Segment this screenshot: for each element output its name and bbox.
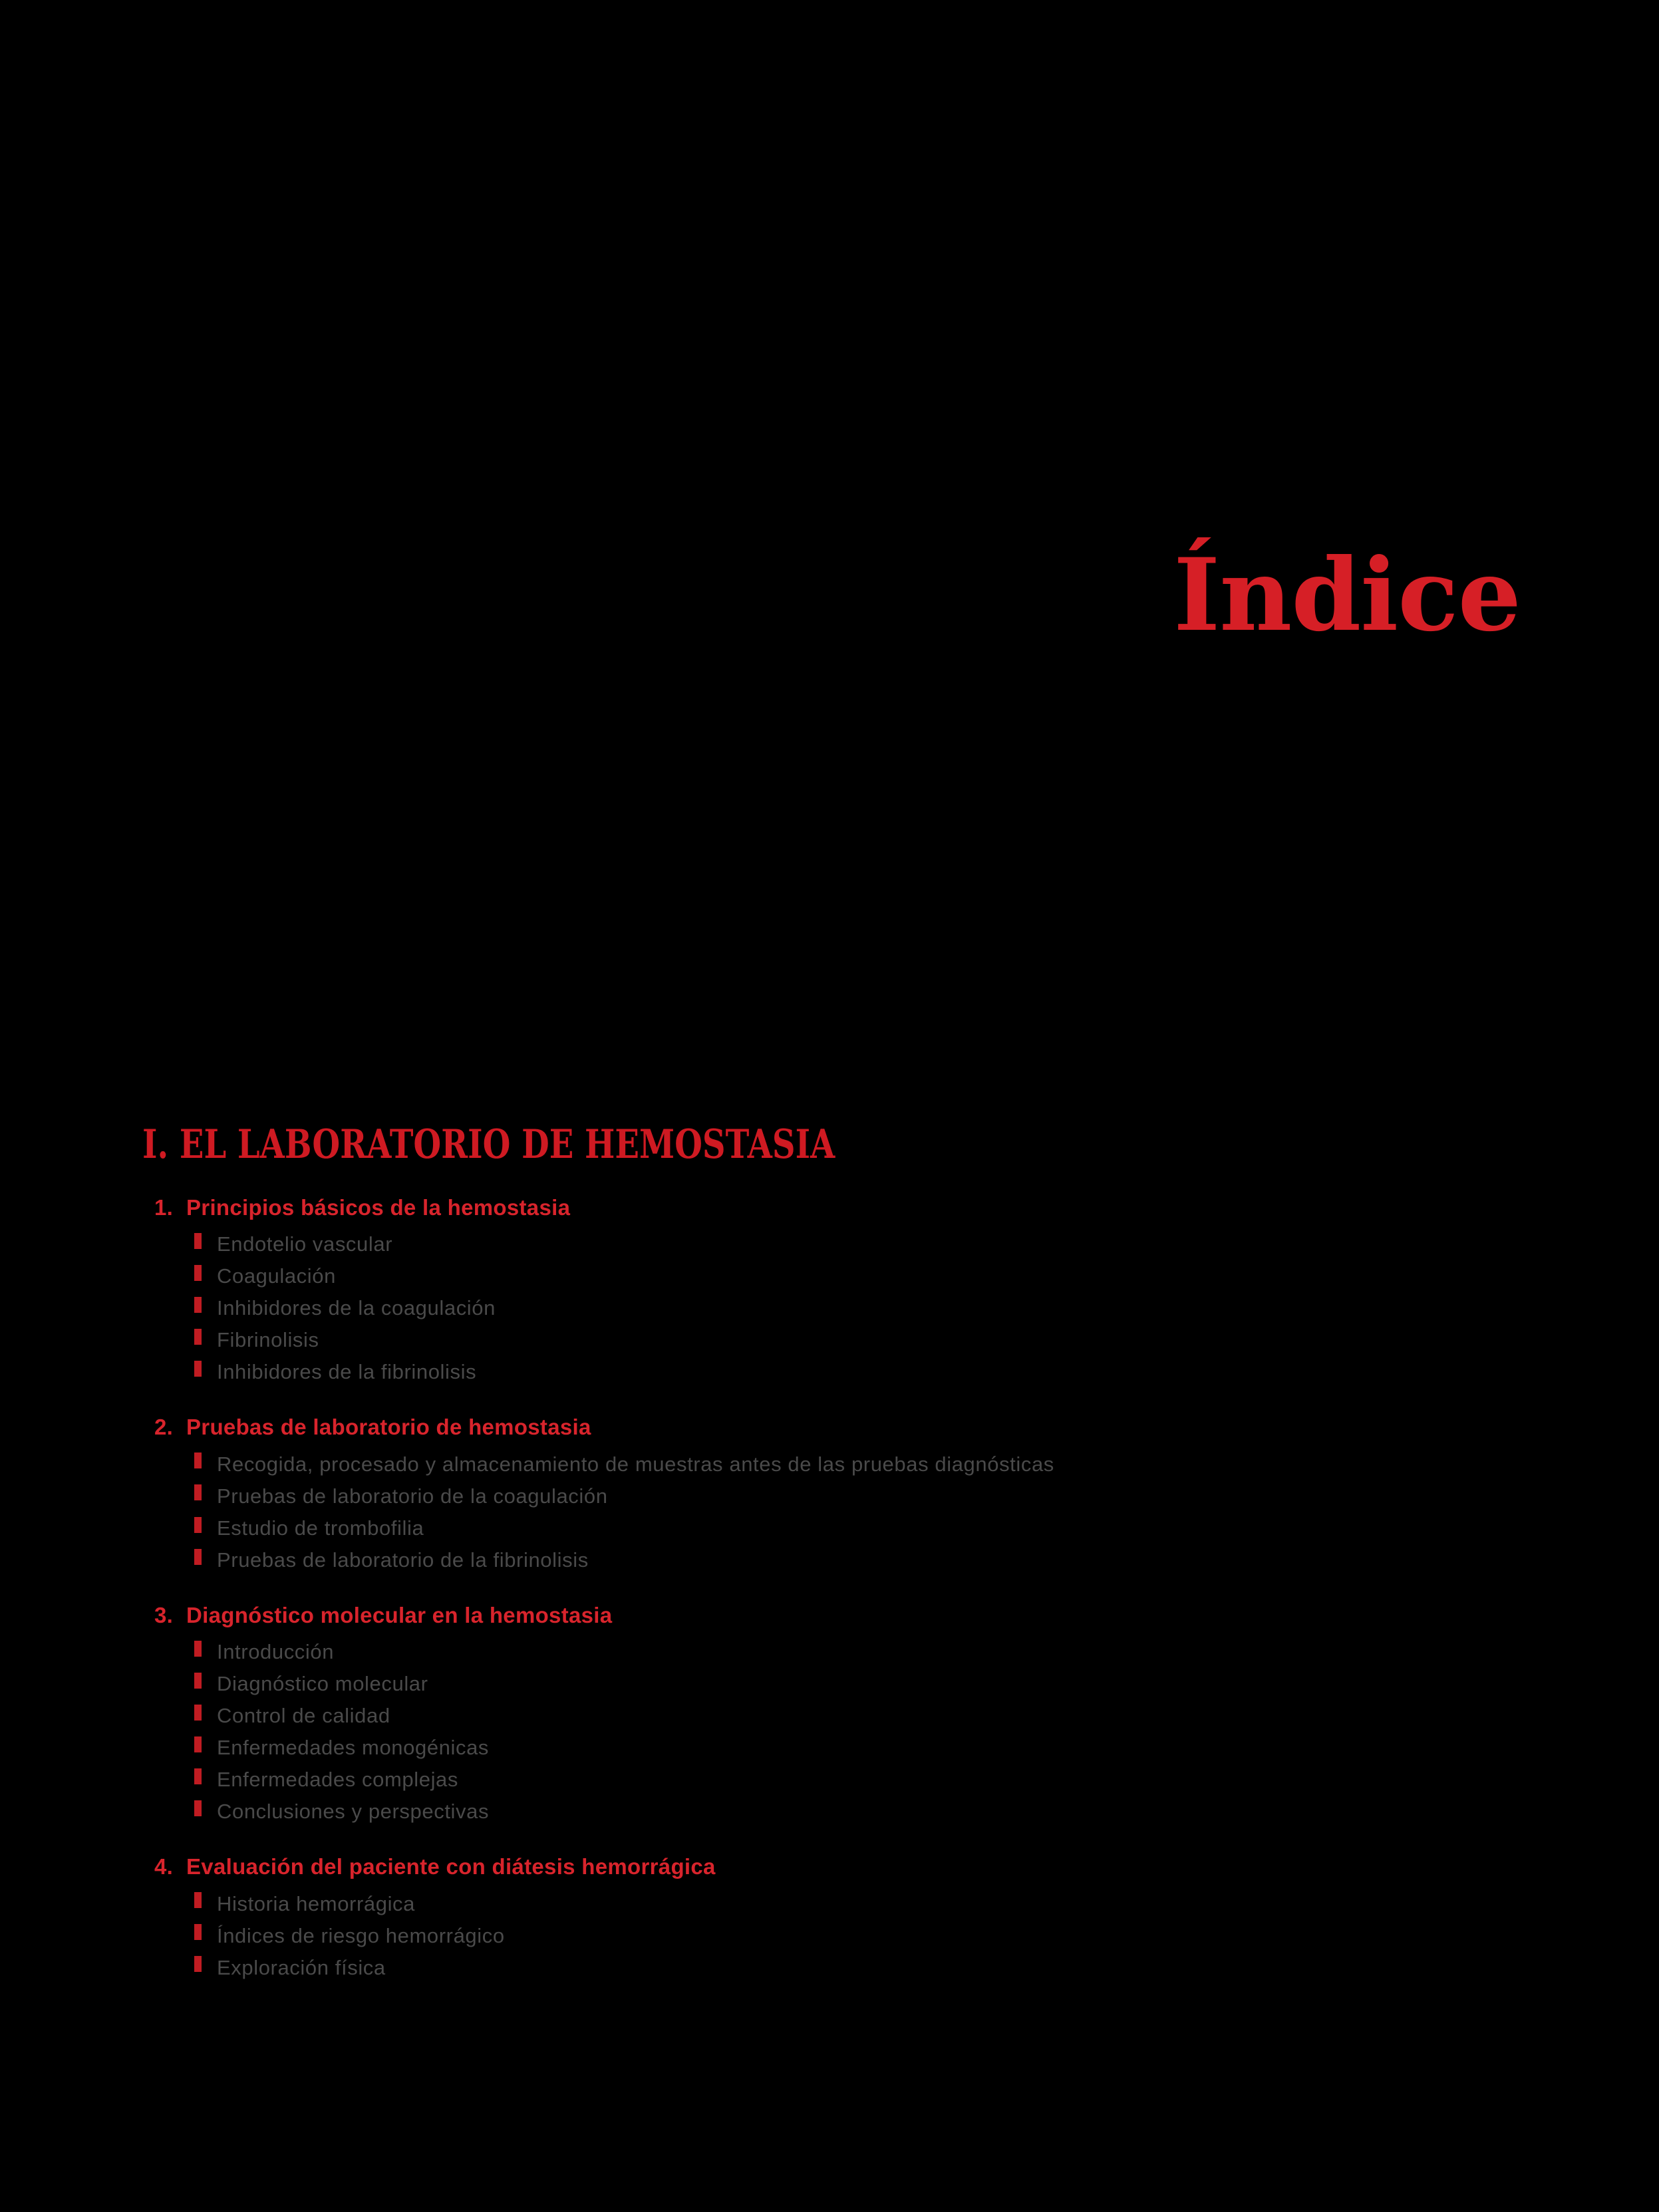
toc-group-number: 4. bbox=[154, 1854, 174, 1879]
square-bullet-icon bbox=[194, 1482, 217, 1503]
square-bullet-icon bbox=[194, 1638, 217, 1659]
square-bullet-icon bbox=[194, 1358, 217, 1379]
toc-group-heading[interactable] bbox=[154, 1853, 1513, 1881]
toc-item-label: Recogida, procesado y almacenamiento de muestras antes de las pruebas diagnósticas bbox=[217, 1452, 1054, 1476]
toc-item-label: Conclusiones y perspectivas bbox=[217, 1800, 490, 1824]
toc-section-heading: I. EL LABORATORIO DE HEMOSTASIA bbox=[142, 1121, 835, 1168]
list-item[interactable] bbox=[194, 1544, 1513, 1576]
toc-group bbox=[142, 1194, 1513, 1388]
toc-group bbox=[142, 1853, 1513, 1983]
page-title: Índice bbox=[1173, 537, 1521, 654]
square-bullet-icon bbox=[194, 1326, 217, 1347]
toc-item-label: Introducción bbox=[217, 1640, 335, 1664]
toc-group bbox=[142, 1413, 1513, 1576]
table-of-contents bbox=[142, 1121, 1513, 1984]
toc-item-label: Endotelio vascular bbox=[217, 1232, 393, 1256]
toc-item-label: Inhibidores de la coagulación bbox=[217, 1296, 496, 1320]
square-bullet-icon bbox=[194, 1798, 217, 1818]
toc-item-label: Control de calidad bbox=[217, 1704, 390, 1728]
toc-group-heading[interactable] bbox=[154, 1413, 1513, 1441]
toc-groups bbox=[142, 1194, 1513, 1984]
list-item[interactable] bbox=[194, 1668, 1513, 1700]
list-item[interactable] bbox=[194, 1356, 1513, 1388]
square-bullet-icon bbox=[194, 1734, 217, 1754]
toc-item-label: Pruebas de laboratorio de la fibrinolisis bbox=[217, 1548, 589, 1572]
list-item[interactable] bbox=[194, 1480, 1513, 1512]
list-item[interactable] bbox=[194, 1228, 1513, 1260]
toc-item-label: Coagulación bbox=[217, 1264, 336, 1288]
list-item[interactable] bbox=[194, 1920, 1513, 1952]
square-bullet-icon bbox=[194, 1514, 217, 1535]
square-bullet-icon bbox=[194, 1702, 217, 1723]
list-item[interactable] bbox=[194, 1324, 1513, 1356]
square-bullet-icon bbox=[194, 1262, 217, 1283]
toc-group-number: 1. bbox=[154, 1195, 174, 1220]
toc-group-heading[interactable] bbox=[154, 1601, 1513, 1629]
list-item[interactable] bbox=[194, 1512, 1513, 1544]
toc-group-title: Evaluación del paciente con diátesis hemorrágica bbox=[186, 1854, 716, 1879]
toc-group-title: Pruebas de laboratorio de hemostasia bbox=[186, 1415, 591, 1440]
toc-item-label: Índices de riesgo hemorrágico bbox=[217, 1923, 505, 1947]
square-bullet-icon bbox=[194, 1922, 217, 1943]
toc-group-title: Diagnóstico molecular en la hemostasia bbox=[186, 1602, 613, 1627]
toc-item-label: Exploración física bbox=[217, 1955, 386, 1979]
toc-group-title: Principios básicos de la hemostasia bbox=[186, 1195, 571, 1220]
list-item[interactable] bbox=[194, 1796, 1513, 1828]
square-bullet-icon bbox=[194, 1766, 217, 1786]
square-bullet-icon bbox=[194, 1451, 217, 1471]
toc-item-list bbox=[142, 1636, 1513, 1828]
toc-item-label: Pruebas de laboratorio de la coagulación bbox=[217, 1484, 608, 1508]
list-item[interactable] bbox=[194, 1700, 1513, 1732]
list-item[interactable] bbox=[194, 1292, 1513, 1324]
toc-item-label: Inhibidores de la fibrinolisis bbox=[217, 1360, 477, 1384]
square-bullet-icon bbox=[194, 1670, 217, 1691]
toc-item-label: Historia hemorrágica bbox=[217, 1891, 415, 1915]
toc-group-number: 2. bbox=[154, 1415, 174, 1440]
list-item[interactable] bbox=[194, 1732, 1513, 1764]
toc-item-label: Estudio de trombofilia bbox=[217, 1516, 424, 1540]
square-bullet-icon bbox=[194, 1294, 217, 1315]
square-bullet-icon bbox=[194, 1890, 217, 1911]
toc-group-number: 3. bbox=[154, 1602, 174, 1627]
list-item[interactable] bbox=[194, 1636, 1513, 1668]
toc-group bbox=[142, 1601, 1513, 1828]
square-bullet-icon bbox=[194, 1546, 217, 1567]
toc-item-label: Enfermedades monogénicas bbox=[217, 1736, 490, 1760]
list-item[interactable] bbox=[194, 1764, 1513, 1796]
toc-item-list bbox=[142, 1228, 1513, 1388]
list-item[interactable] bbox=[194, 1888, 1513, 1920]
toc-item-label: Fibrinolisis bbox=[217, 1328, 319, 1352]
square-bullet-icon bbox=[194, 1230, 217, 1251]
toc-item-list bbox=[142, 1449, 1513, 1576]
list-item[interactable] bbox=[194, 1260, 1513, 1292]
toc-item-label: Diagnóstico molecular bbox=[217, 1672, 428, 1696]
toc-item-list bbox=[142, 1888, 1513, 1984]
toc-group-heading[interactable] bbox=[154, 1194, 1513, 1222]
toc-item-label: Enfermedades complejas bbox=[217, 1768, 458, 1792]
square-bullet-icon bbox=[194, 1954, 217, 1975]
list-item[interactable] bbox=[194, 1952, 1513, 1984]
list-item[interactable] bbox=[194, 1449, 1513, 1480]
